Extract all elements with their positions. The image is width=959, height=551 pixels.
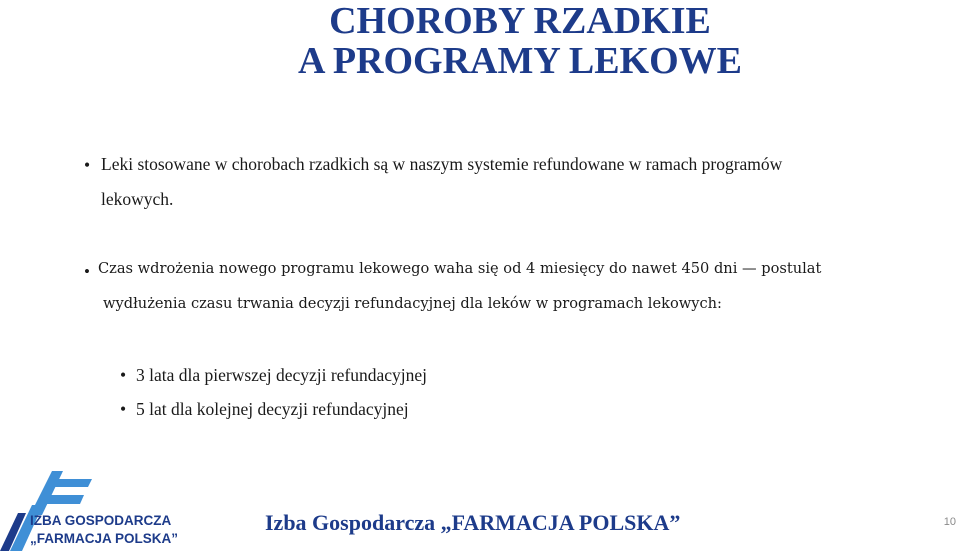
bullet-text-line-1: Czas wdrożenia nowego programu lekowego waha się od 4 miesięcy do nawet 450 dni — postulat	[98, 260, 822, 277]
sub-bullet-marker: •	[120, 399, 127, 419]
footer-organization-name: Izba Gospodarcza „FARMACJA POLSKA”	[265, 510, 681, 535]
sub-bullet-text: 3 lata dla pierwszej decyzji refundacyjnej	[136, 365, 428, 385]
page-number: 10	[943, 516, 956, 528]
bullet-text-line-2: wydłużenia czasu trwania decyzji refundacyjnej dla leków w programach lekowych:	[103, 295, 722, 312]
title-line-2: A PROGRAMY LEKOWE	[297, 40, 743, 82]
logo-text-line-2: „FARMACJA POLSKA”	[30, 531, 179, 546]
bullet-text-line-1: Leki stosowane w chorobach rzadkich są w naszym systemie refundowane w ramach programów	[101, 154, 783, 174]
sub-bullet-marker: •	[120, 365, 127, 385]
bullet-text-line-2: lekowych.	[101, 189, 174, 209]
logo-text-line-1: IZBA GOSPODARCZA	[30, 513, 172, 528]
bullet-marker: •	[84, 155, 91, 175]
sub-bullet-text: 5 lat dla kolejnej decyzji refundacyjnej	[136, 399, 409, 419]
bullet-marker: •	[84, 262, 90, 281]
title-line-1: CHOROBY RZADKIE	[329, 0, 711, 42]
